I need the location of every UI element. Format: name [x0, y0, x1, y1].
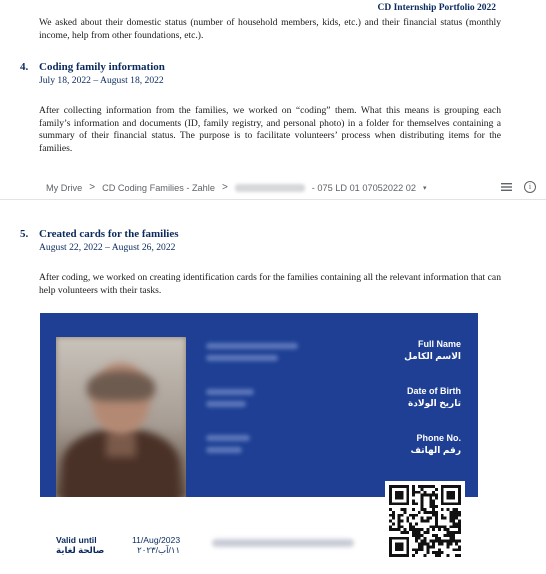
- breadcrumb-coding-families-folder[interactable]: CD Coding Families - Zahle: [102, 182, 215, 193]
- label-phone-number: Phone No. رقم الهاتف: [410, 433, 461, 455]
- qr-code: [385, 481, 465, 561]
- valid-date-en: 11/Aug/2023: [132, 535, 181, 545]
- chevron-right-icon: >: [89, 182, 96, 193]
- blurred-family-name: [235, 184, 305, 192]
- info-icon[interactable]: i: [524, 181, 536, 193]
- section-5-paragraph: After coding, we worked on creating identification cards for the families containing all the relevant information that can help volunteers with their tasks.: [39, 272, 501, 296]
- blurred-phone-extra: [206, 447, 242, 453]
- valid-until-en: Valid until: [56, 535, 97, 545]
- section-4-title: [20, 61, 165, 73]
- section-5-title-text: Created cards for the families: [39, 228, 179, 240]
- section-4-date: July 18, 2022 – August 18, 2022: [39, 75, 164, 86]
- valid-until-date: [132, 535, 180, 555]
- intro-paragraph: We asked about their domestic status (number of household members, kids, etc.) and their financial status (monthly income, help from other foundations, etc.).: [39, 17, 501, 41]
- family-id-card: [40, 313, 478, 571]
- blurred-full-name-ar: [206, 355, 278, 361]
- breadcrumb: [46, 182, 427, 193]
- label-date-of-birth: Date of Birth تاريخ الولادة: [407, 386, 461, 408]
- google-drive-breadcrumb-bar: [0, 178, 546, 200]
- valid-date-ar: ١١/آب/٢٠٢٣: [137, 545, 181, 555]
- section-4-number: 4.: [20, 61, 29, 73]
- blurred-portrait-photo: [56, 337, 186, 497]
- blurred-card-code: [212, 539, 354, 547]
- valid-until-ar: صالحة لغاية: [56, 545, 105, 555]
- valid-until-label: [56, 535, 104, 555]
- qr-code-graphic: [389, 485, 461, 557]
- portfolio-header: CD Internship Portfolio 2022: [377, 3, 496, 13]
- caret-down-icon[interactable]: ▾: [423, 184, 427, 192]
- section-4-title-text: Coding family information: [39, 61, 165, 73]
- breadcrumb-my-drive[interactable]: My Drive: [46, 182, 83, 193]
- label-full-name: Full Name الاسم الكامل: [404, 339, 461, 361]
- section-5-number: 5.: [20, 228, 29, 240]
- chevron-right-icon: >: [221, 182, 228, 193]
- blurred-full-name-en: [206, 343, 298, 349]
- section-5-title: [20, 228, 179, 240]
- breadcrumb-file-code[interactable]: - 075 LD 01 07052022 02: [311, 182, 416, 193]
- blurred-birth-date: [206, 389, 254, 395]
- list-view-icon[interactable]: [501, 182, 512, 192]
- section-4-paragraph: After collecting information from the families, we worked on “coding” them. What this means is grouping each family’s information and documents (ID, family registry, and personal photo) in a folder for themselves containing a summary of their financial status. The purpose is to facilitate volunteers’ process when distributing items for the families.: [39, 105, 501, 154]
- blurred-birth-place: [206, 401, 246, 407]
- section-5-date: August 22, 2022 – August 26, 2022: [39, 242, 176, 253]
- blurred-phone-number: [206, 435, 250, 441]
